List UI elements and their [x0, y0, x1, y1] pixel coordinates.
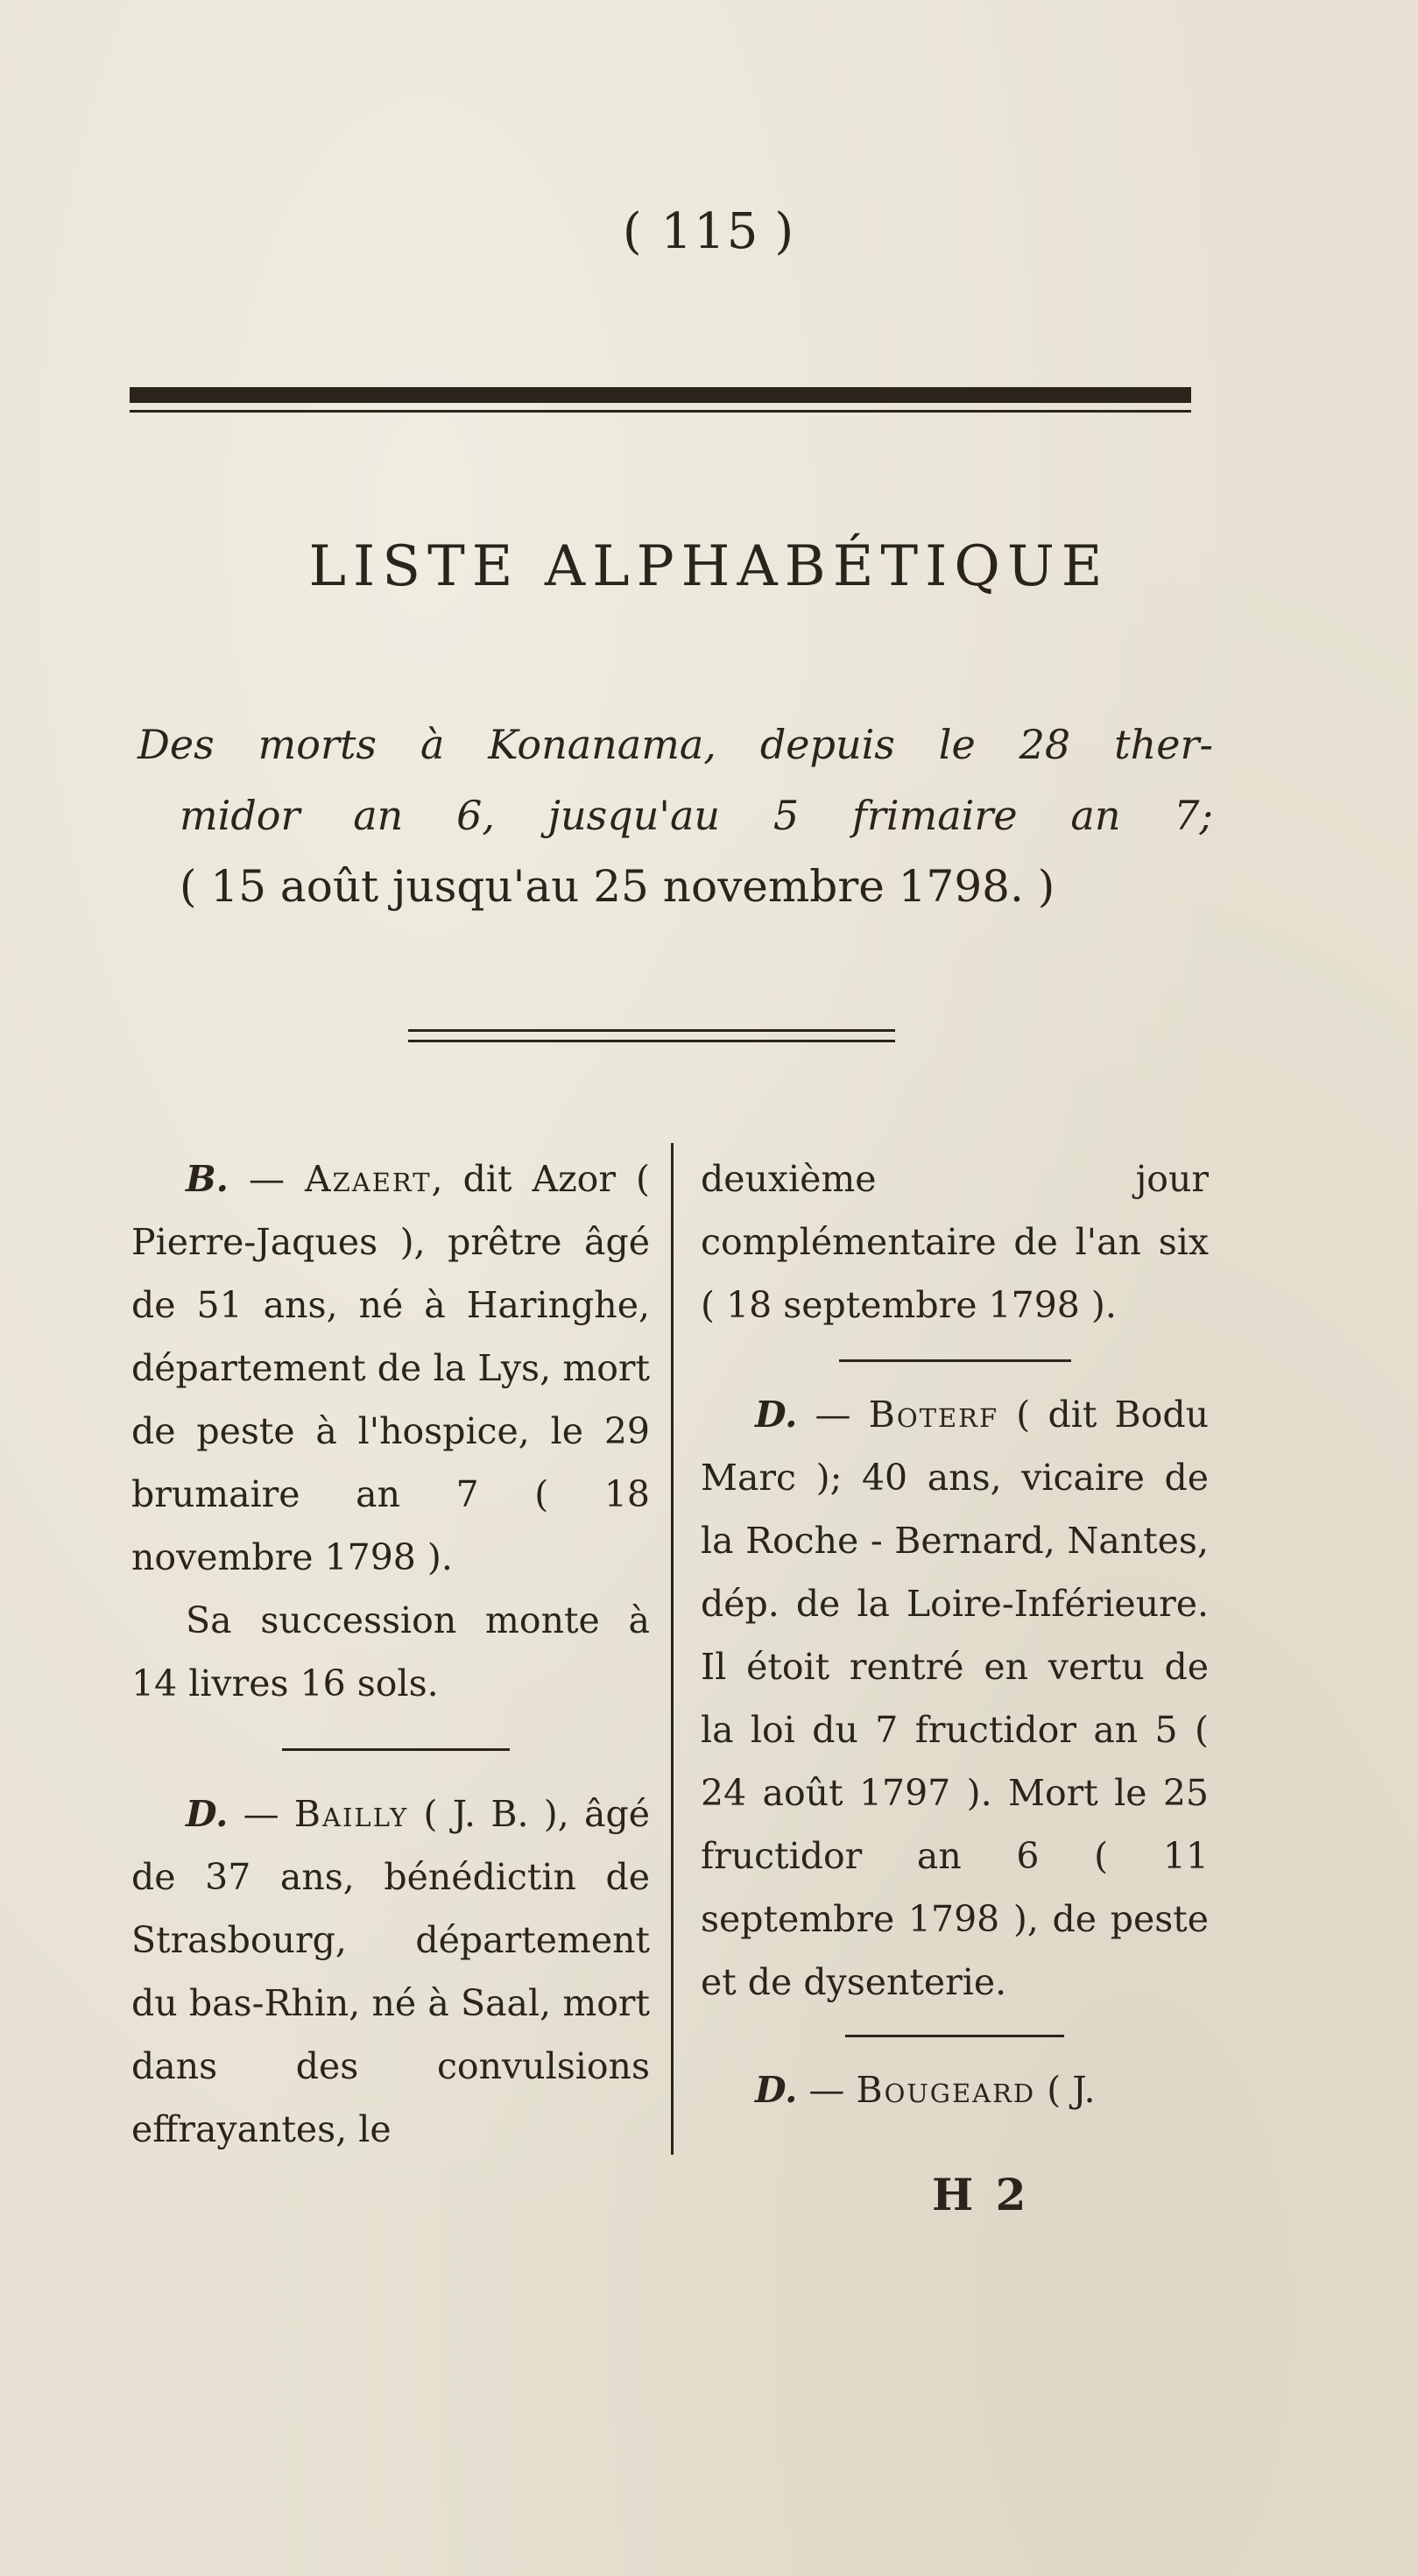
entry-separator-rule [845, 2035, 1064, 2037]
subtitle-block [138, 709, 1213, 922]
entry-marker: D. [755, 1394, 798, 1436]
entry-azaert-succession: Sa succession monte à 14 livres 16 sols. [131, 1599, 650, 1704]
entry-bailly-continued: deuxième jour complémentaire de l'an six ( 18 septembre 1798 ). [701, 1158, 1209, 1326]
header-ornament-rule [130, 387, 1191, 403]
column-divider-rule [671, 1143, 674, 2155]
left-column [131, 1147, 650, 2161]
entry-text: , dit Azor ( Pierre-Jaques ), prêtre âgé de 51 ans, né à Haringhe, département de la Lys, mort de peste à l'hospice, le 29 brumaire an 7 ( 18 novembre 1798 ). [131, 1158, 650, 1578]
entry-name: Boterf [868, 1394, 999, 1436]
entry-dash: — [228, 1793, 294, 1835]
entry-separator-rule [839, 1359, 1071, 1362]
right-column [701, 1147, 1209, 2121]
folio-number: 115 [660, 203, 760, 260]
entry-separator-rule [282, 1748, 510, 1751]
subtitle-line-2: midor an 6, jusqu'au 5 frimaire an 7; [180, 792, 1213, 839]
folio-open-paren: ( [622, 203, 644, 260]
section-separator-rule [408, 1029, 895, 1032]
entry-marker: D. [186, 1793, 229, 1835]
entry-marker: D. [755, 2069, 798, 2111]
entry-marker: B. [186, 1158, 229, 1200]
entry-azaert [131, 1147, 650, 1589]
page-number [0, 203, 1418, 260]
entry-bailly [131, 1782, 650, 2161]
entry-name: Bailly [293, 1793, 409, 1835]
entry-dash: — [228, 1158, 305, 1200]
entry-dash: — [797, 1394, 869, 1436]
entry-bougeard [701, 2058, 1209, 2121]
page-title: LISTE ALPHABÉTIQUE [308, 534, 1110, 599]
subtitle-line-3: ( 15 août jusqu'au 25 novembre 1798. ) [180, 861, 1055, 912]
folio-close-paren: ) [774, 203, 796, 260]
signature-mark: H 2 [932, 2169, 1030, 2220]
entry-name: Azaert [305, 1158, 432, 1200]
entry-dash: — [797, 2069, 857, 2111]
entry-name: Bougeard [856, 2069, 1036, 2111]
subtitle-line-1: Des morts à Konanama, depuis le 28 ther- [138, 721, 1213, 768]
entry-text: ( J. B. ), âgé de 37 ans, bénédictin de Strasbourg, département du bas-Rhin, né à Saal, mort dans des convulsions effrayantes, le [131, 1793, 650, 2150]
entry-boterf [701, 1383, 1209, 2014]
entry-text: ( dit Bodu Marc ); 40 ans, vicaire de la Roche - Bernard, Nantes, dép. de la Loire-Inférieure. Il étoit rentré en vertu de la loi du 7 fructidor an 5 ( 24 août 1797 ). Mort le 25 fructidor an 6 ( 11 septembre 1798 ), de peste et de dysenterie. [701, 1394, 1209, 2003]
entry-text: ( J. [1035, 2069, 1096, 2111]
